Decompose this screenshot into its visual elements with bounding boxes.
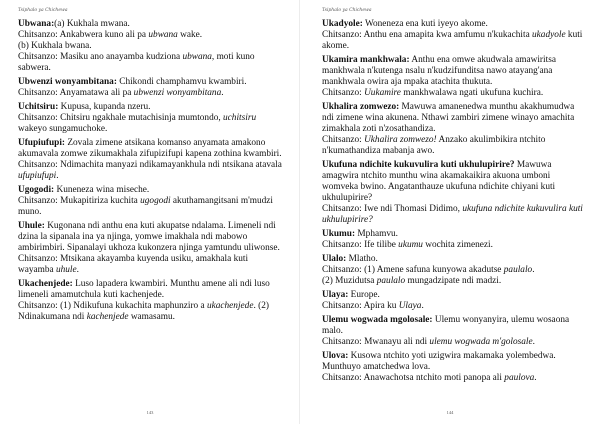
text-segment: . — [421, 301, 424, 311]
example-line — [18, 160, 282, 182]
text-segment: Chikondi champhamvu kwambiri. — [116, 77, 247, 87]
text-segment: Chitsanzo: Masiku ano anayamba kudziona — [18, 52, 183, 62]
headword: Ulemu wogwada mgolosale: — [322, 315, 433, 325]
italic-term: ukadyole — [532, 30, 566, 40]
text-segment: Mawuwa amagwira ntchito munthu wina akamakaikira akuona umboni womveka bwino. Angatanthauze ukufuna ndichite chiyani kuti ukhulupirire? — [322, 160, 556, 203]
text-segment: . — [532, 337, 535, 347]
text-segment: Chitsanzo: Ife tilibe — [322, 240, 399, 250]
text-segment: Kupusa, kupanda nzeru. — [58, 102, 151, 112]
text-segment: . — [76, 265, 79, 275]
example-line — [18, 30, 282, 41]
text-segment: Chitsanzo: Chitsiru ngakhale mutachisinja mumtondo, — [18, 113, 224, 123]
page-number: 143 — [146, 410, 154, 415]
example-line — [322, 204, 588, 226]
dictionary-entry — [18, 221, 282, 276]
dictionary-entry — [322, 55, 588, 99]
text-segment: Anzako akulimbikira ntchito n'kumathandiza mabanja awo. — [322, 135, 546, 156]
text-segment: Chitsanzo: Anawachotsa ntchito moti panopa ali — [322, 373, 505, 383]
definition-line — [355, 229, 398, 239]
definition-line — [322, 351, 556, 372]
page-number: 144 — [446, 410, 454, 415]
italic-term: paulalo — [376, 276, 406, 286]
dictionary-entry — [322, 254, 588, 287]
headword: Ugogodi: — [18, 185, 55, 195]
italic-term: paulalo — [503, 265, 533, 275]
text-segment: akuthamangitsani m'mudzi muno. — [18, 196, 273, 217]
entry-list — [322, 19, 588, 384]
text-segment: Ulemu wonyanyira, ulemu wosaona malo. — [322, 315, 570, 336]
italic-term: ubwenzi wonyambitana — [133, 88, 222, 98]
text-segment: Mlatho. — [346, 254, 378, 264]
definition-line — [348, 290, 380, 300]
text-segment: Chitsanzo: Anthu ena amapita kwa amfumu n'kukachita — [322, 30, 533, 40]
text-segment: Chitsanzo: Anyamatawa ali pa — [18, 88, 134, 98]
text-segment: , moti kuno sabwera. — [18, 52, 255, 73]
headword: Ulova: — [322, 351, 349, 361]
dictionary-entry — [18, 102, 282, 135]
text-segment: Chitsanzo: Apira ku — [322, 301, 399, 311]
italic-term: Ukhalira zomwezo! — [364, 135, 437, 145]
headword: Uhule: — [18, 221, 45, 231]
italic-term: ulemu wogwada m'golosale — [429, 337, 533, 347]
text-segment: (b) Kukhala bwana. — [18, 41, 92, 51]
text-segment: Kusowa ntchito yoti uzigwira makamaka yolembedwa. Munthuyo amatchedwa lova. — [322, 351, 556, 372]
italic-term: Ulaya — [398, 301, 422, 311]
headword: Ukadyole: — [322, 19, 363, 29]
text-segment: Chitsanzo: — [322, 88, 365, 98]
text-segment: Chitsanzo: Mukapitiriza kuchita — [18, 196, 141, 206]
example-line — [18, 52, 282, 74]
text-segment: wake. — [177, 30, 203, 40]
italic-term: ubwana — [148, 30, 178, 40]
example-line — [322, 240, 588, 251]
dictionary-entry — [322, 290, 588, 312]
text-segment: . — [56, 171, 59, 181]
example-line — [322, 88, 588, 99]
dictionary-entry — [322, 160, 588, 226]
text-segment: Chitsanzo: — [322, 135, 365, 145]
example-line — [18, 88, 282, 99]
text-segment: . — [221, 88, 224, 98]
definition-line — [346, 254, 378, 264]
example-line — [18, 41, 282, 52]
example-line — [18, 301, 282, 323]
text-segment: . — [534, 373, 537, 383]
text-segment: Chitsanzo: Iwe ndi Thomasi Didimo, — [322, 204, 463, 214]
text-segment: Europe. — [348, 290, 380, 300]
right-page — [300, 0, 600, 424]
text-segment: (2) Muzidutsa — [322, 276, 377, 286]
text-segment: wochita zimenezi. — [422, 240, 493, 250]
italic-term: ukachenjede — [206, 301, 254, 311]
text-segment: mungadzipate ndi madzi. — [405, 276, 502, 286]
text-segment: Zovala zimene atsikana komanso anyamata amakono akumavala zomwe zikumakhala zifupizifupi kapena zothina kwambiri. — [18, 138, 282, 159]
dictionary-entry — [322, 229, 588, 251]
headword: Ukumu: — [322, 229, 356, 239]
italic-term: ukufuna ndichite kukuvulira kuti ukhulupirire? — [322, 204, 583, 225]
text-segment: Woneneza ena kuti iyeyo akome. — [362, 19, 488, 29]
text-segment: Chitsanzo: Ankabwera kuno ali pa — [18, 30, 149, 40]
text-segment: Mawuwa amanenedwa munthu akakhumudwa ndi zimene wina akunena. Nthawi zambiri zimene winayo amachita zimakhala zoti n'zosathandiza. — [322, 102, 575, 134]
italic-term: ugogodi — [140, 196, 171, 206]
text-segment: Kuneneza wina miseche. — [54, 185, 150, 195]
dictionary-entry — [322, 351, 588, 384]
dictionary-entry — [18, 185, 282, 218]
headword: Ukamira mankhwala: — [322, 55, 410, 65]
italic-term: Uukamire — [364, 88, 401, 98]
text-segment: Chitsanzo: (1) Amene safuna kunyowa akadutse — [322, 265, 504, 275]
example-line — [18, 113, 282, 135]
text-segment: Chitsanzo: Ndimachita manyazi ndikamayankhula ndi ntsikana atavala — [18, 160, 282, 170]
text-segment: Luso lapadera kwambiri. Munthu amene ali ndi luso limeneli amamutchula kuti kachenjede. — [18, 279, 270, 300]
text-segment: wamasamu. — [128, 312, 175, 322]
definition-line — [58, 102, 150, 112]
example-line — [322, 30, 588, 52]
headword: Ukachenjede: — [18, 279, 73, 289]
text-segment: . — [532, 265, 535, 275]
running-head: Tsiphalo ya Chichewa — [322, 8, 372, 13]
dictionary-entry — [322, 19, 588, 52]
dictionary-entry — [18, 138, 282, 182]
italic-term: paulova — [504, 373, 535, 383]
dictionary-entry — [322, 315, 588, 348]
text-segment: kuti akome. — [322, 30, 583, 51]
example-line — [322, 373, 588, 384]
italic-term: uchitsiru — [223, 113, 257, 123]
headword: Ubwenzi wonyambitana: — [18, 77, 117, 87]
text-segment: mankhwalawa ngati ukufuna kuchira. — [400, 88, 544, 98]
italic-term: uhule — [55, 265, 77, 275]
example-line — [322, 265, 588, 276]
text-segment: Chitsanzo: Mtsikana akayamba kuyenda usiku, amakhala kuti wayamba — [18, 254, 249, 275]
definition-line — [18, 221, 280, 253]
headword: Ulalo: — [322, 254, 347, 264]
italic-term: ukumu — [398, 240, 423, 250]
italic-term: ubwana — [182, 52, 212, 62]
italic-term: ufupiufupi — [18, 171, 57, 181]
text-segment: (a) Kukhala mwana. — [54, 19, 130, 29]
text-segment: Kugonana ndi anthu ena kuti akupatse ndalama. Limeneli ndi dzina la sipanala ina ya njinga, yomwe imakhala ndi mabowo ambirimbiri. Sipanalayi ukhoza kukonzera njinga yamtundu uliwonse. — [18, 221, 280, 253]
definition-line — [117, 77, 247, 87]
dictionary-entry — [18, 77, 282, 99]
headword: Ufupiufupi: — [18, 138, 66, 148]
dictionary-entry — [18, 19, 282, 74]
definition-line — [363, 19, 488, 29]
entry-list — [18, 19, 282, 323]
headword: Uchitsiru: — [18, 102, 59, 112]
headword: Ulaya: — [322, 290, 349, 300]
example-line — [322, 337, 588, 348]
headword: Ukufuna ndichite kukuvulira kuti ukhulupirire? — [322, 160, 515, 170]
text-segment: Anthu ena omwe akudwala amawiritsa mankhwala n'kutenga nsalu n'kudzifunditsa nawo atayang'ana mankhwala owira aja mpaka atachita thukuta. — [322, 55, 556, 87]
example-line — [322, 276, 588, 287]
dictionary-entry — [322, 102, 588, 157]
headword: Ukhalira zomwezo: — [322, 102, 400, 112]
text-segment: Chitsanzo: (1) Ndikufuna kukachita maphunziro a — [18, 301, 207, 311]
definition-line — [54, 185, 149, 195]
running-head: Tsiphalo ya Chichewa — [18, 8, 68, 13]
text-segment: wakeyo sungamuchoke. — [18, 124, 108, 134]
example-line — [322, 135, 588, 157]
italic-term: kachenjede — [86, 312, 129, 322]
dictionary-entry — [18, 279, 282, 323]
definition-line — [54, 19, 130, 29]
example-line — [18, 254, 282, 276]
headword: Ubwana: — [18, 19, 55, 29]
example-line — [18, 196, 282, 218]
example-line — [322, 301, 588, 312]
text-segment: . (2) Ndinakumana ndi — [18, 301, 269, 322]
text-segment: Chitsanzo: Mwanayu ali ndi — [322, 337, 430, 347]
text-segment: Mphamvu. — [355, 229, 398, 239]
